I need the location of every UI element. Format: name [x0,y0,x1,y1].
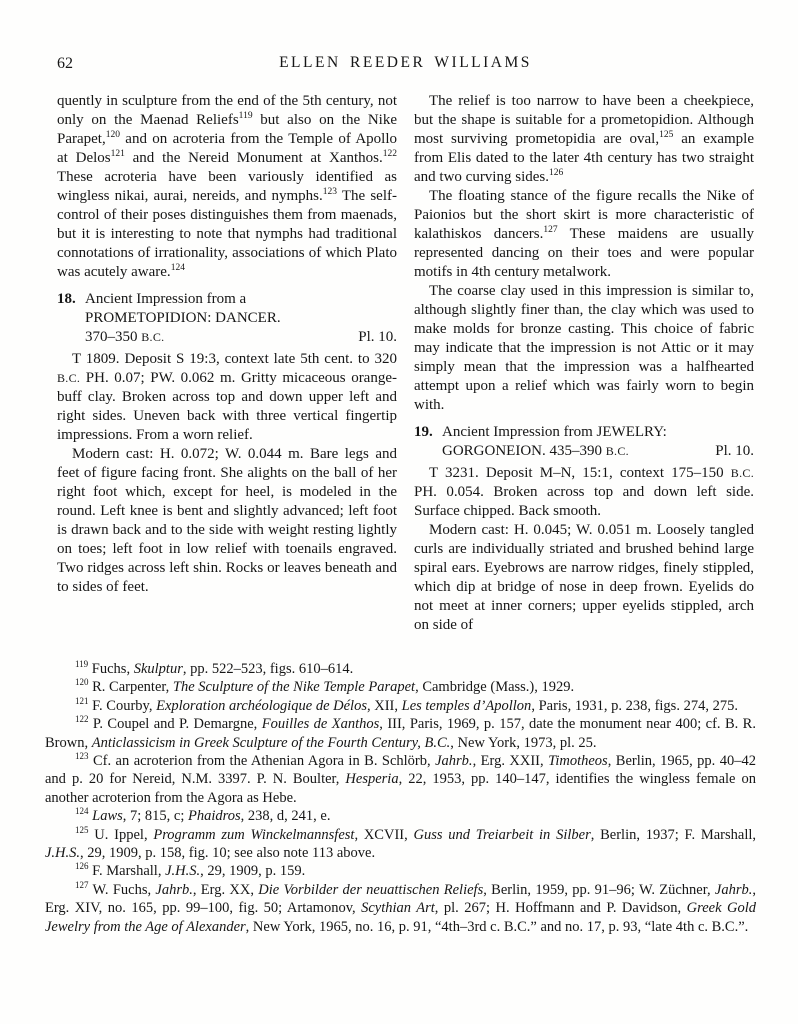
text-run: , New York, 1973, pl. 25. [450,734,597,751]
text-run: but also on the Nike Parapet, [57,112,397,147]
footnote-ref: 122 [382,149,397,159]
footnote-ref: 124 [170,263,185,273]
text-run: U. Ippel, [94,826,154,843]
entry-heading-text [442,442,707,461]
entry-heading-line [442,423,754,442]
footnote-number: 119 [75,659,89,670]
italic-title: Programm zum Winckelmannsfest [153,826,355,843]
footnote-number: 120 [75,677,89,688]
page-number: 62 [57,55,73,72]
entry-heading-line [442,442,754,461]
text-run: PH. 0.07; PW. 0.062 m. Gritty micaceous orange-buff clay. Broken across top and down upper left and right sides. Uneven back with three vertical fingertip impressions. From a worn relief. [57,370,397,443]
entry-heading-line [85,309,397,328]
footnote-number: 122 [75,714,89,725]
entry-number: 19. [414,424,433,440]
small-caps-text: B.C. [730,466,754,480]
entry-heading-text [85,309,397,328]
italic-title: The Sculpture of the Nike Temple Parapet [172,679,416,696]
left-column [57,92,397,635]
footnote [45,715,756,752]
running-title: ELLEN REEDER WILLIAMS [279,54,532,71]
footnote [45,678,756,696]
text-run: , Berlin, 1937; F. Marshall, [590,826,757,843]
text-run: 370–350 [85,329,142,345]
text-run: , Erg. XIV, no. 165, pp. 99–100, fig. 50; Artamonov, [45,881,756,917]
text-run: The relief is too narrow to have been a cheekpiece, but the shape is suitable for a prometopidion. Although most surviving prometopidia are oval, [414,93,754,147]
italic-title: J.H.S. [165,863,201,880]
text-run: Ancient Impression from a [85,291,247,307]
text-run: , Berlin, 1959, pp. 91–96; W. Züchner, [483,881,715,898]
plate-reference: Pl. 10. [715,443,754,459]
small-caps-text: B.C. [141,330,165,344]
text-run: an example from Elis dated to the later 4th century has two straight and two curving sides. [414,131,754,185]
text-run: , XCVII, [354,826,414,843]
running-head [57,54,754,72]
text-run: GORGONEION. 435–390 [442,443,606,459]
entry-number: 18. [57,291,76,307]
text-run: The floating stance of the figure recalls the Nike of Paionios but the short skirt is more characteristic of kalathiskos dancers. [414,188,754,242]
italic-title: Hesperia [345,771,399,788]
text-run: and the Nereid Monument at Xanthos. [124,150,383,166]
italic-title: Skulptur [133,661,183,677]
footnote [45,697,756,715]
text-run: , XII, [366,697,402,714]
paragraph [57,92,397,282]
text-run: The self-control of their poses distinguishes them from maenads, but it is interesting to note that nymphs had traditional connotations of irrationality, associations of which Plato was acutely aware. [57,188,397,280]
text-run: and on acroteria from the Temple of Apollo at Delos [57,131,397,166]
footnote-ref: 119 [238,111,253,121]
italic-title: Die Vorbilder der neuattischen Reliefs [258,881,484,898]
text-run: These acroteria have been variously identified as wingless nikai, aurai, nereids, and nymphs. [57,169,397,204]
catalogue-entry-heading [414,423,754,461]
text-run: , pp. 522–523, figs. 610–614. [182,661,354,677]
italic-title: Laws [92,808,123,825]
text-run: , 22, 1953, pp. 140–147, identifies the wingless female on another acroterion from the Agora as Hebe. [45,771,756,806]
plate-reference: Pl. 10. [358,329,397,345]
text-run: T 1809. Deposit S 19:3, context late 5th cent. to 320 [72,351,397,367]
text-run: F. Courby, [92,697,157,714]
footnotes-block [45,660,756,936]
entry-heading-text [85,328,350,347]
footnote-ref: 123 [322,187,337,197]
paragraph [57,445,397,597]
small-caps-text: B.C. [57,371,81,385]
text-run: PROMETOPIDION: DANCER. [85,310,281,326]
text-run: PH. 0.054. Broken across top and down left side. Surface chipped. Back smooth. [414,484,754,519]
italic-title: Les temples d’Apollon [401,697,532,714]
footnote [45,881,756,936]
footnote [45,660,756,678]
text-run: , 29, 1909, p. 159. [200,863,306,880]
text-run: These maidens are usually represented dancing on their toes and were popular motifs in 4th century metalwork. [414,226,754,280]
small-caps-text: B.C. [605,444,629,458]
italic-title: Jahrb. [155,881,193,898]
text-run: , 29, 1909, p. 158, fig. 10; see also note 113 above. [80,845,376,862]
text-columns [57,92,754,635]
paragraph [414,282,754,415]
catalogue-entry-heading [57,290,397,347]
text-run: , Erg. XX, [192,881,259,898]
text-run: , Paris, 1931, p. 238, figs. 274, 275. [531,697,738,714]
text-run: W. Fuchs, [92,881,156,898]
text-run: The coarse clay used in this impression is similar to, although slightly finer than, the clay which was used to make molds for bronze casting. This choice of fabric may indicate that the impression is not Attic or it may simply mean that the impression was a halfhearted attempt upon a relief which was fairly worn to begin with. [414,283,754,413]
text-run: T 3231. Deposit M–N, 15:1, context 175–150 [429,465,731,481]
footnote [45,752,756,807]
right-column [414,92,754,635]
entry-heading-line [85,328,397,347]
text-run: , Berlin, 1965, pp. 40–42 and p. 20 for Nereid, N.M. 3397. P. N. Boulter, [45,753,757,788]
footnote [45,826,756,863]
footnote [45,862,756,880]
footnote-number: 124 [75,806,89,817]
footnote-number: 121 [75,695,89,706]
text-run: , New York, 1965, no. 16, p. 91, “4th–3rd c. B.C.” and no. 17, p. 93, “late 4th c. B.C.”. [245,918,749,935]
text-run: , pl. 267; H. Hoffmann and P. Davidson, [434,900,687,917]
text-run: Ancient Impression from JEWELRY: [442,424,667,440]
footnote-ref: 126 [548,168,564,178]
text-run: Cf. an acroterion from the Athenian Agora in B. Schlörb, [92,753,436,770]
italic-title: Guss und Treiarbeit in Silber [413,826,591,843]
text-run: Fuchs, [91,661,134,677]
footnote-ref: 120 [105,130,120,140]
text-run: quently in sculpture from the end of the 5th century, not only on the Maenad Reliefs [57,93,397,128]
text-run: , Erg. XXII, [472,753,549,770]
text-run: R. Carpenter, [92,679,173,696]
text-run: , 7; 815, c; [122,808,189,825]
text-run: P. Coupel and P. Demargne, [92,716,262,733]
italic-title: Scythian Art [361,900,435,917]
footnote-number: 125 [75,824,89,835]
italic-title: Anticlassicism in Greek Sculpture of the Fourth Century, B.C. [91,734,451,751]
paragraph [57,350,397,445]
text-run: , III, Paris, 1969, p. 157, date the monument near 400; cf. B. R. Brown, [45,716,756,751]
italic-title: Timotheos [548,753,608,770]
italic-title: Greek Gold Jewelry from the Age of Alexander [45,900,756,935]
entry-heading-text [442,423,754,442]
italic-title: Fouilles de Xanthos [261,716,380,733]
text-run: , 238, d, 241, e. [240,808,331,825]
entry-heading-text [85,290,397,309]
italic-title: Jahrb. [714,881,753,898]
italic-title: Jahrb. [435,753,473,770]
italic-title: J.H.S. [45,845,81,862]
text-run: Modern cast: H. 0.072; W. 0.044 m. Bare legs and feet of figure facing front. She alights on the ball of her right foot which, except for heel, is modeled in the round. Left knee is bent and slightly advanced; left foot is drawn back and to the side with weight resting lightly on toes; left foot in low relief with toenails engraved. Two ridges across left shin. Rocks or leaves beneath and to sides of feet. [57,446,397,595]
footnote [45,807,756,825]
paragraph [414,464,754,521]
text-run: F. Marshall, [92,863,166,880]
text-run: , Cambridge (Mass.), 1929. [415,679,575,696]
italic-title: Exploration archéologique de Délos [156,697,367,714]
footnote-ref: 125 [659,130,674,140]
italic-title: Phaidros [188,808,241,825]
footnote-number: 126 [75,861,89,872]
footnote-number: 127 [75,880,89,891]
footnote-number: 123 [75,751,89,762]
paragraph [414,92,754,187]
footnote-ref: 127 [543,225,558,235]
entry-heading-line [85,290,397,309]
text-run: Modern cast: H. 0.045; W. 0.051 m. Loosely tangled curls are individually striated and brushed behind large spiral ears. Eyebrows are narrow ridges, finely stippled, which dip at bridge of nose in deep frown. Eyelids do not meet at inner corners; upper eyelids stippled, arch on side of [414,522,754,633]
paragraph [414,187,754,282]
footnote-ref: 121 [110,149,125,159]
paragraph [414,521,754,635]
